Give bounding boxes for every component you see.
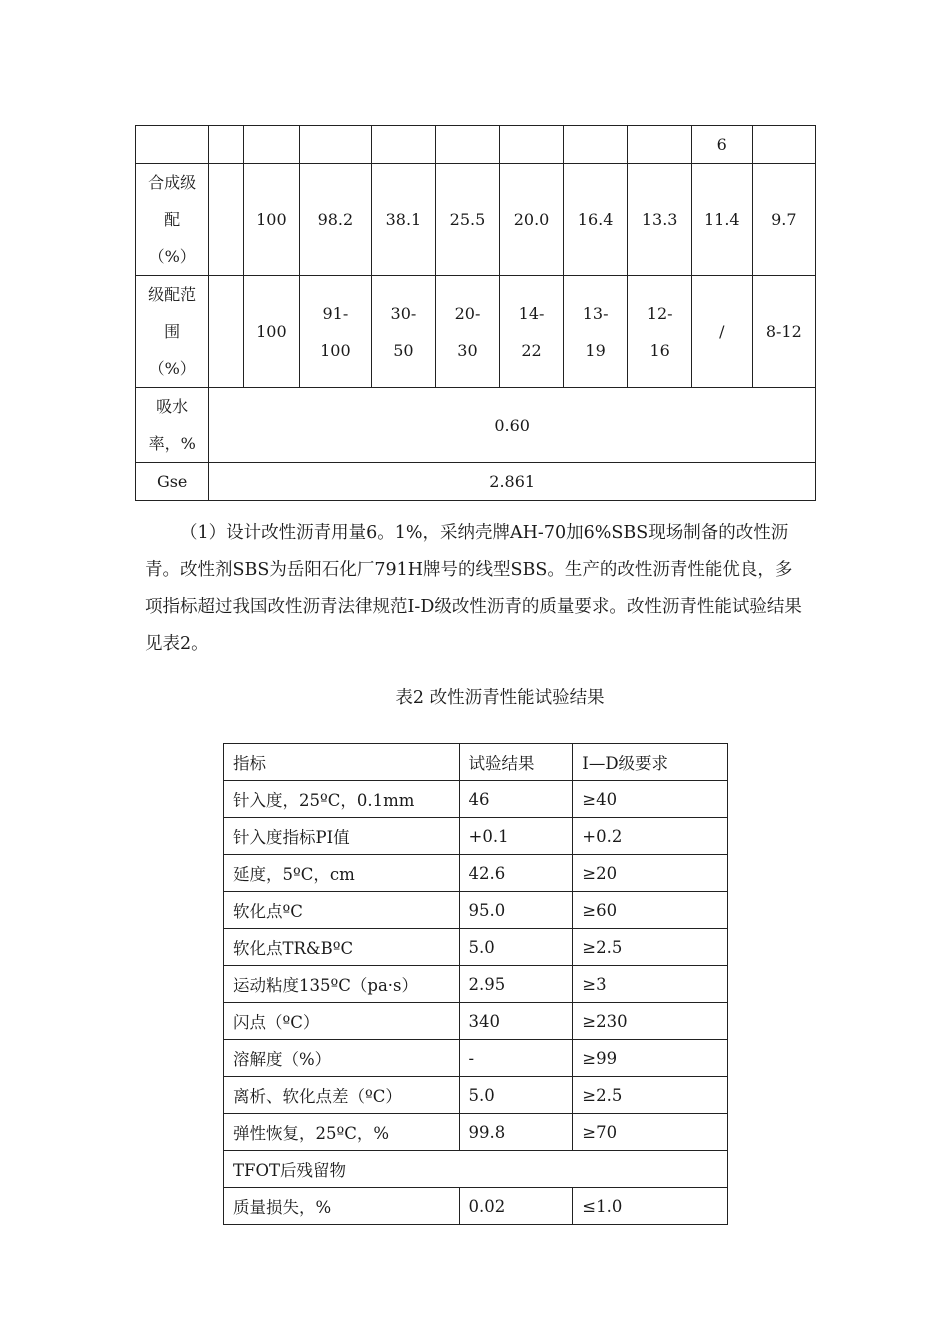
table-cell: ≥99 xyxy=(573,1040,728,1077)
table-cell: 20.0 xyxy=(500,164,564,276)
column-header: I—D级要求 xyxy=(573,744,728,781)
table-cell: 5.0 xyxy=(459,929,573,966)
table-row xyxy=(224,1077,728,1114)
table-cell: / xyxy=(691,276,752,388)
table-cell: 100 xyxy=(244,164,300,276)
table2-caption: 表2 改性沥青性能试验结果 xyxy=(395,688,605,708)
table-cell: 6 xyxy=(691,126,752,164)
table-cell: 30-50 xyxy=(372,276,436,388)
table-row xyxy=(224,1188,728,1225)
table-row xyxy=(224,855,728,892)
table-cell: 99.8 xyxy=(459,1114,573,1151)
table-cell: 13-19 xyxy=(563,276,628,388)
table-cell: ≥20 xyxy=(573,855,728,892)
table-cell: ≥40 xyxy=(573,781,728,818)
table-cell xyxy=(244,126,300,164)
table-cell: ≤1.0 xyxy=(573,1188,728,1225)
table-row xyxy=(224,818,728,855)
table-cell: 98.2 xyxy=(299,164,371,276)
table-cell: 5.0 xyxy=(459,1077,573,1114)
table-cell: 14-22 xyxy=(500,276,564,388)
table-cell: 12-16 xyxy=(628,276,692,388)
table-cell: ≥60 xyxy=(573,892,728,929)
table-cell: 闪点（ºC） xyxy=(224,1003,460,1040)
table-cell: ≥2.5 xyxy=(573,1077,728,1114)
table-cell: 95.0 xyxy=(459,892,573,929)
water-absorption-value: 0.60 xyxy=(209,388,816,463)
table-row xyxy=(224,1114,728,1151)
table-cell xyxy=(299,126,371,164)
section-row xyxy=(224,1151,728,1188)
table-cell: 溶解度（%） xyxy=(224,1040,460,1077)
table-cell: 离析、软化点差（ºC） xyxy=(224,1077,460,1114)
row-label: 级配范围（%） xyxy=(136,276,209,388)
table-cell: 弹性恢复，25ºC，% xyxy=(224,1114,460,1151)
table-cell: 质量损失，% xyxy=(224,1188,460,1225)
table-cell: 42.6 xyxy=(459,855,573,892)
row-label: 合成级配（%） xyxy=(136,164,209,276)
table-cell: 8-12 xyxy=(752,276,815,388)
table-cell xyxy=(752,126,815,164)
table-cell xyxy=(435,126,500,164)
row-label: 吸水率，% xyxy=(136,388,209,463)
asphalt-properties-table xyxy=(223,743,728,1225)
table-row xyxy=(224,1040,728,1077)
table-cell: 软化点ºC xyxy=(224,892,460,929)
table-cell: ≥3 xyxy=(573,966,728,1003)
table-cell xyxy=(563,126,628,164)
table-cell: 46 xyxy=(459,781,573,818)
row-label xyxy=(136,126,209,164)
table-row xyxy=(136,126,816,164)
table-cell xyxy=(209,126,244,164)
table-cell: 2.95 xyxy=(459,966,573,1003)
gradation-table xyxy=(135,125,816,501)
table-cell: 11.4 xyxy=(691,164,752,276)
table-cell: 延度，5ºC，cm xyxy=(224,855,460,892)
table-cell: ≥230 xyxy=(573,1003,728,1040)
table-row xyxy=(224,966,728,1003)
table-cell xyxy=(500,126,564,164)
table-row xyxy=(224,929,728,966)
table-header-row xyxy=(224,744,728,781)
section-label: TFOT后残留物 xyxy=(224,1151,728,1188)
table-cell: 针入度，25ºC，0.1mm xyxy=(224,781,460,818)
row-label: Gse xyxy=(136,463,209,501)
table-cell: 340 xyxy=(459,1003,573,1040)
table-cell: 91-100 xyxy=(299,276,371,388)
table-row xyxy=(224,892,728,929)
column-header: 指标 xyxy=(224,744,460,781)
table-cell: 38.1 xyxy=(372,164,436,276)
table-cell: +0.1 xyxy=(459,818,573,855)
table-row xyxy=(136,164,816,276)
table-cell: ≥2.5 xyxy=(573,929,728,966)
table-cell: 运动粘度135ºC（pa·s） xyxy=(224,966,460,1003)
table-cell xyxy=(628,126,692,164)
table-row xyxy=(136,463,816,501)
body-paragraph: （1）设计改性沥青用量6。1%，采纳壳牌AH-70加6%SBS现场制备的改性沥青。改性剂SBS为岳阳石化厂791H牌号的线型SBS。生产的改性沥青性能优良，多项指标超过我国改性沥青法律规范I-D级改性沥青的质量要求。改性沥青性能试验结果见表2。 xyxy=(145,523,802,654)
table-cell: 0.02 xyxy=(459,1188,573,1225)
table-cell xyxy=(372,126,436,164)
table-row xyxy=(136,388,816,463)
table-cell: 20-30 xyxy=(435,276,500,388)
table-cell: 100 xyxy=(244,276,300,388)
table-cell xyxy=(209,164,244,276)
table-cell: 针入度指标PI值 xyxy=(224,818,460,855)
table-cell: 16.4 xyxy=(563,164,628,276)
table-row xyxy=(224,781,728,818)
column-header: 试验结果 xyxy=(459,744,573,781)
table-row xyxy=(136,276,816,388)
table-cell: - xyxy=(459,1040,573,1077)
table-cell: 9.7 xyxy=(752,164,815,276)
table-cell: 25.5 xyxy=(435,164,500,276)
table-cell xyxy=(209,276,244,388)
table-cell: +0.2 xyxy=(573,818,728,855)
gse-value: 2.861 xyxy=(209,463,816,501)
table-cell: 软化点TR&BºC xyxy=(224,929,460,966)
table-cell: 13.3 xyxy=(628,164,692,276)
table-cell: ≥70 xyxy=(573,1114,728,1151)
table-row xyxy=(224,1003,728,1040)
